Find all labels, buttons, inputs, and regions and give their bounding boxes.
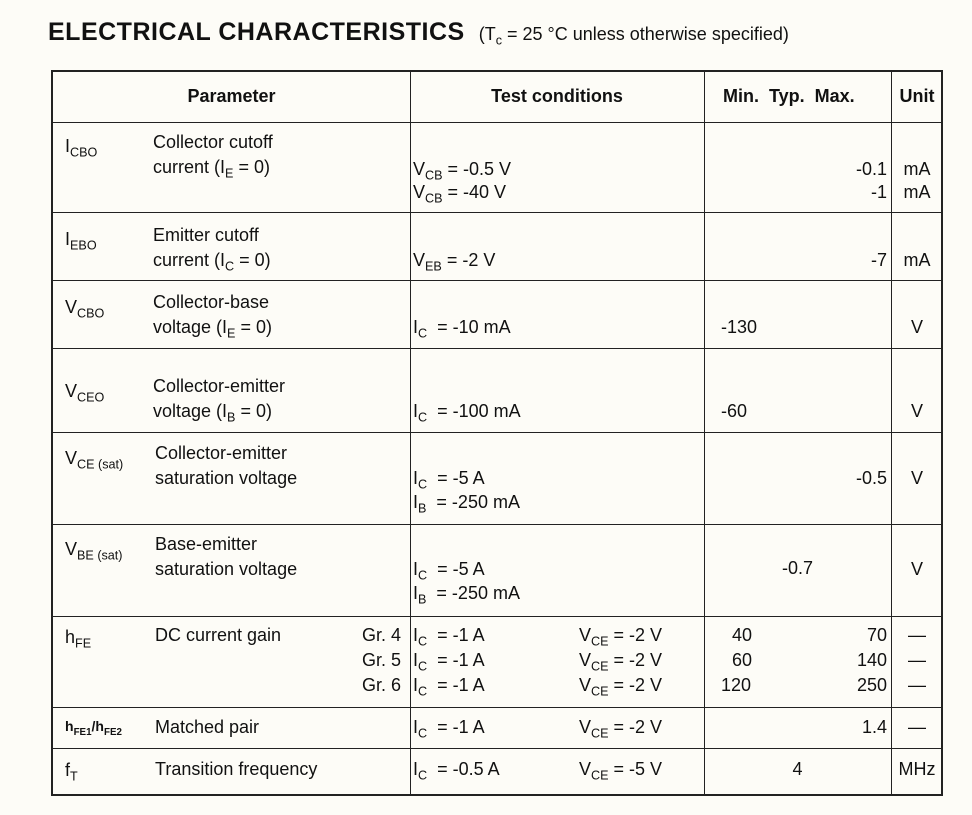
test-condition: $I_C = -100$ mA	[413, 401, 521, 425]
symbol: $h_{FE}$	[65, 627, 92, 651]
min-value: 40	[732, 625, 753, 645]
symbol: $V_{CEO}$	[65, 381, 105, 405]
unit: V	[910, 317, 923, 337]
unit: MHz	[898, 759, 936, 779]
test-condition: $I_B = -250$ mA	[413, 492, 520, 516]
unit: —	[908, 717, 926, 737]
heading-title: ELECTRICAL CHARACTERISTICS	[48, 18, 465, 46]
max-value: 140	[856, 650, 887, 670]
header-parameter: Parameter	[187, 86, 276, 106]
test-condition: $V_{CE} = -5$ V	[579, 759, 663, 783]
header-test-conditions: Test conditions	[491, 86, 623, 106]
test-condition: $I_C = -5$ A	[413, 559, 485, 583]
test-condition: $I_C = -1$ A	[413, 625, 485, 649]
group-label: Gr. 6	[361, 675, 401, 695]
test-condition: $I_C = -1$ A	[413, 675, 485, 699]
test-condition: $I_C = -10$ mA	[413, 317, 511, 341]
symbol: $I_{CBO}$	[65, 136, 98, 160]
characteristics-table	[51, 70, 943, 796]
description: Collector-emitter	[155, 443, 288, 463]
description: saturation voltage	[155, 559, 298, 579]
unit: V	[910, 468, 923, 488]
description: current $(I_C = 0)$	[153, 250, 271, 274]
test-condition: $V_{CE} = -2$ V	[579, 625, 663, 649]
max-value: 1.4	[861, 717, 887, 737]
max-value: -0.1	[855, 159, 887, 179]
unit: V	[910, 559, 923, 579]
max-value: 70	[866, 625, 887, 645]
max-value: -1	[870, 182, 887, 202]
description: Matched pair	[155, 717, 260, 737]
test-condition: $I_C = -1$ A	[413, 717, 485, 741]
min-value: -60	[721, 401, 748, 421]
header-unit: Unit	[899, 86, 935, 106]
symbol: $I_{EBO}$	[65, 229, 97, 253]
min-value: -130	[721, 317, 758, 337]
group-label: Gr. 4	[361, 625, 401, 645]
description: Collector-emitter	[153, 376, 286, 396]
description: Transition frequency	[155, 759, 318, 779]
unit: —	[908, 650, 926, 670]
unit: mA	[903, 182, 931, 202]
description: current $(I_E = 0)$	[153, 157, 270, 181]
test-condition: $V_{CE} = -2$ V	[579, 675, 663, 699]
max-value: 250	[856, 675, 887, 695]
symbol: $V_{CE (sat)}$	[65, 448, 124, 472]
test-condition: $I_C = -0.5$ A	[413, 759, 500, 783]
symbol: $V_{BE (sat)}$	[65, 539, 123, 563]
symbol: $f_T$	[65, 760, 78, 784]
description: Collector-base	[153, 292, 270, 312]
test-condition: $V_{CE} = -2$ V	[579, 650, 663, 674]
min-value: 120	[721, 675, 752, 695]
description: Base-emitter	[155, 534, 258, 554]
unit: —	[908, 675, 926, 695]
heading-condition: ($T_c = 25$ °C unless otherwise specified)	[478, 24, 789, 48]
description: voltage $(I_B = 0)$	[153, 401, 272, 425]
unit: V	[910, 401, 923, 421]
unit: —	[908, 625, 926, 645]
description: voltage $(I_E = 0)$	[153, 317, 272, 341]
test-condition: $V_{CE} = -2$ V	[579, 717, 663, 741]
test-condition: $I_C = -5$ A	[413, 468, 485, 492]
typ-value: -0.7	[781, 558, 814, 578]
test-condition: $V_{EB} = -2$ V	[413, 250, 496, 274]
section-heading	[48, 18, 789, 48]
description: Emitter cutoff	[153, 225, 259, 245]
typ-value: 4	[792, 759, 803, 779]
description: saturation voltage	[155, 468, 298, 488]
symbol: $V_{CBO}$	[65, 297, 105, 321]
test-condition: $V_{CB} = -40$ V	[413, 182, 507, 206]
test-condition: $I_B = -250$ mA	[413, 583, 520, 607]
min-value: 60	[732, 650, 753, 670]
header-min-typ-max: Min. Typ. Max.	[723, 86, 855, 106]
max-value: -0.5	[855, 468, 887, 488]
description: Collector cutoff	[153, 132, 273, 152]
description: DC current gain	[155, 625, 282, 645]
unit: mA	[903, 250, 931, 270]
group-label: Gr. 5	[361, 650, 401, 670]
test-condition: $I_C = -1$ A	[413, 650, 485, 674]
unit: mA	[903, 159, 931, 179]
symbol: $h_{FE1}/h_{FE2}$	[65, 718, 122, 738]
test-condition: $V_{CB} = -0.5$ V	[413, 159, 512, 183]
max-value: -7	[870, 250, 887, 270]
